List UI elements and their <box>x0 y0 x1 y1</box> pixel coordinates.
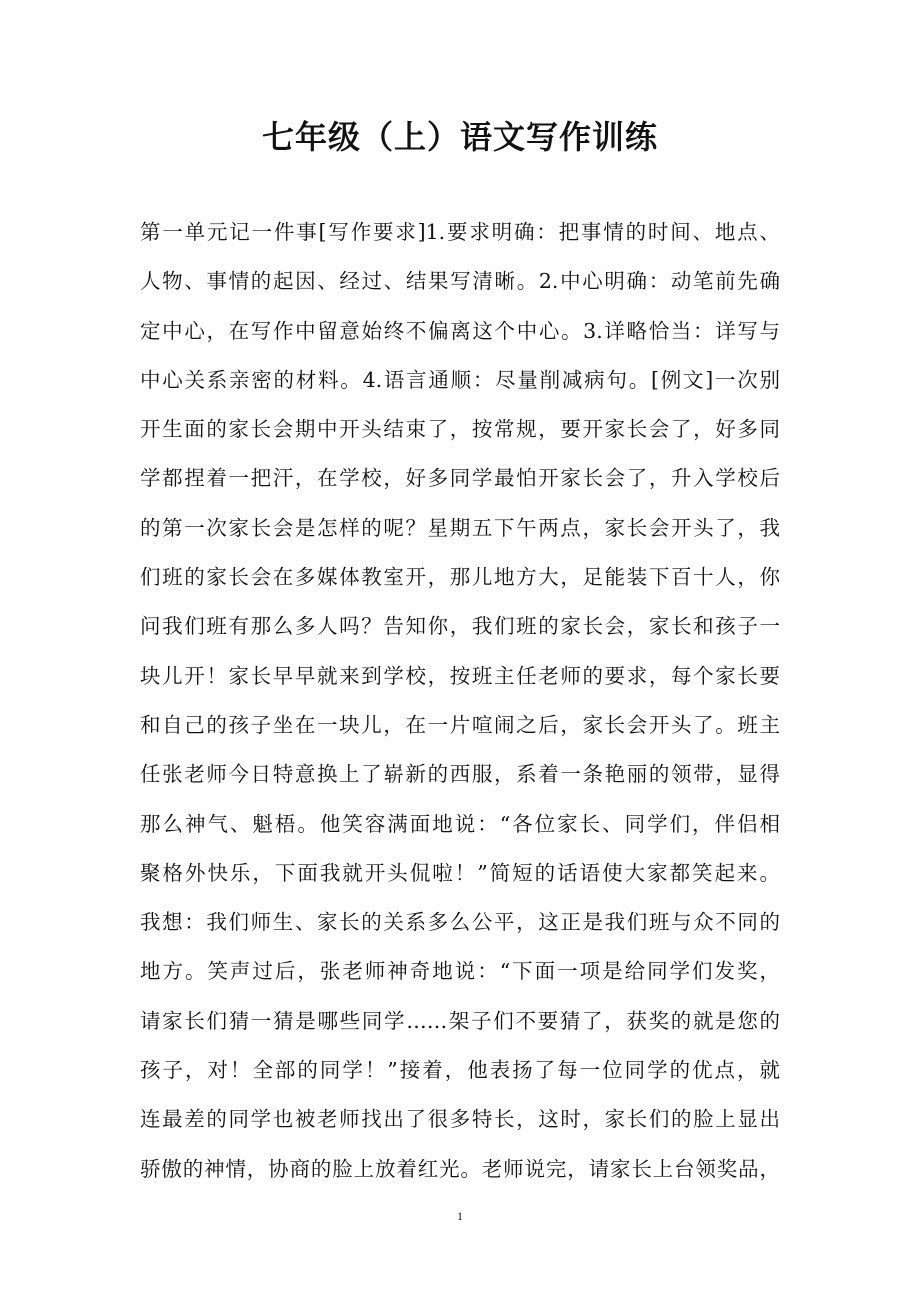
document-title: 七年级（上）语文写作训练 <box>261 118 658 156</box>
text-line: 定中心，在写作中留意始终不偏离这个中心。3.详略恰当：详写与 <box>140 318 780 343</box>
text-line: 那么神气、魁梧。他笑容满面地说：“各位家长、同学们，伴侣相 <box>140 811 780 836</box>
text-line: 问我们班有那么多人吗？告知你，我们班的家长会，家长和孩子一 <box>140 614 780 639</box>
page-number: 1 <box>457 1209 463 1223</box>
text-line: 人物、事情的起因、经过、结果写清晰。2.中心明确：动笔前先确 <box>140 269 780 294</box>
text-line: 第一单元记一件事[写作要求]1.要求明确：把事情的时间、地点、 <box>140 220 780 244</box>
text-line: 孩子，对！全部的同学！”接着，他表扬了每一位同学的优点，就 <box>140 1058 780 1083</box>
body-text <box>140 212 780 1198</box>
text-line: 中心关系亲密的材料。4.语言通顺：尽量削减病句。[例文]一次别 <box>140 367 780 392</box>
text-line: 和自己的孩子坐在一块儿，在一片喧闹之后，家长会开头了。班主 <box>140 712 780 737</box>
text-line: 地方。笑声过后，张老师神奇地说：“下面一项是给同学们发奖， <box>140 959 780 984</box>
text-line: 学都捏着一把汗，在学校，好多同学最怕开家长会了，升入学校后 <box>140 466 780 491</box>
text-line: 们班的家长会在多媒体教室开，那儿地方大，足能装下百十人，你 <box>140 565 780 590</box>
text-line: 请家长们猜一猜是哪些同学……架子们不要猜了，获奖的就是您的 <box>140 1008 780 1033</box>
text-line: 任张老师今日特意换上了崭新的西服，系着一条艳丽的领带，显得 <box>140 762 780 787</box>
text-line: 的第一次家长会是怎样的呢？星期五下午两点，家长会开头了，我 <box>140 515 780 540</box>
text-line: 开生面的家长会期中开头结束了，按常规，要开家长会了，好多同 <box>140 417 780 442</box>
text-line: 聚格外快乐，下面我就开头侃啦！”简短的话语使大家都笑起来。 <box>140 860 780 885</box>
text-line: 我想：我们师生、家长的关系多么公平，这正是我们班与众不同的 <box>140 910 780 935</box>
text-line: 连最差的同学也被老师找出了很多特长，这时，家长们的脸上显出 <box>140 1107 780 1132</box>
text-line: 骄傲的神情，协商的脸上放着红光。老师说完，请家长上台领奖品， <box>140 1156 780 1181</box>
text-line: 块儿开！家长早早就来到学校，按班主任老师的要求，每个家长要 <box>140 663 780 688</box>
